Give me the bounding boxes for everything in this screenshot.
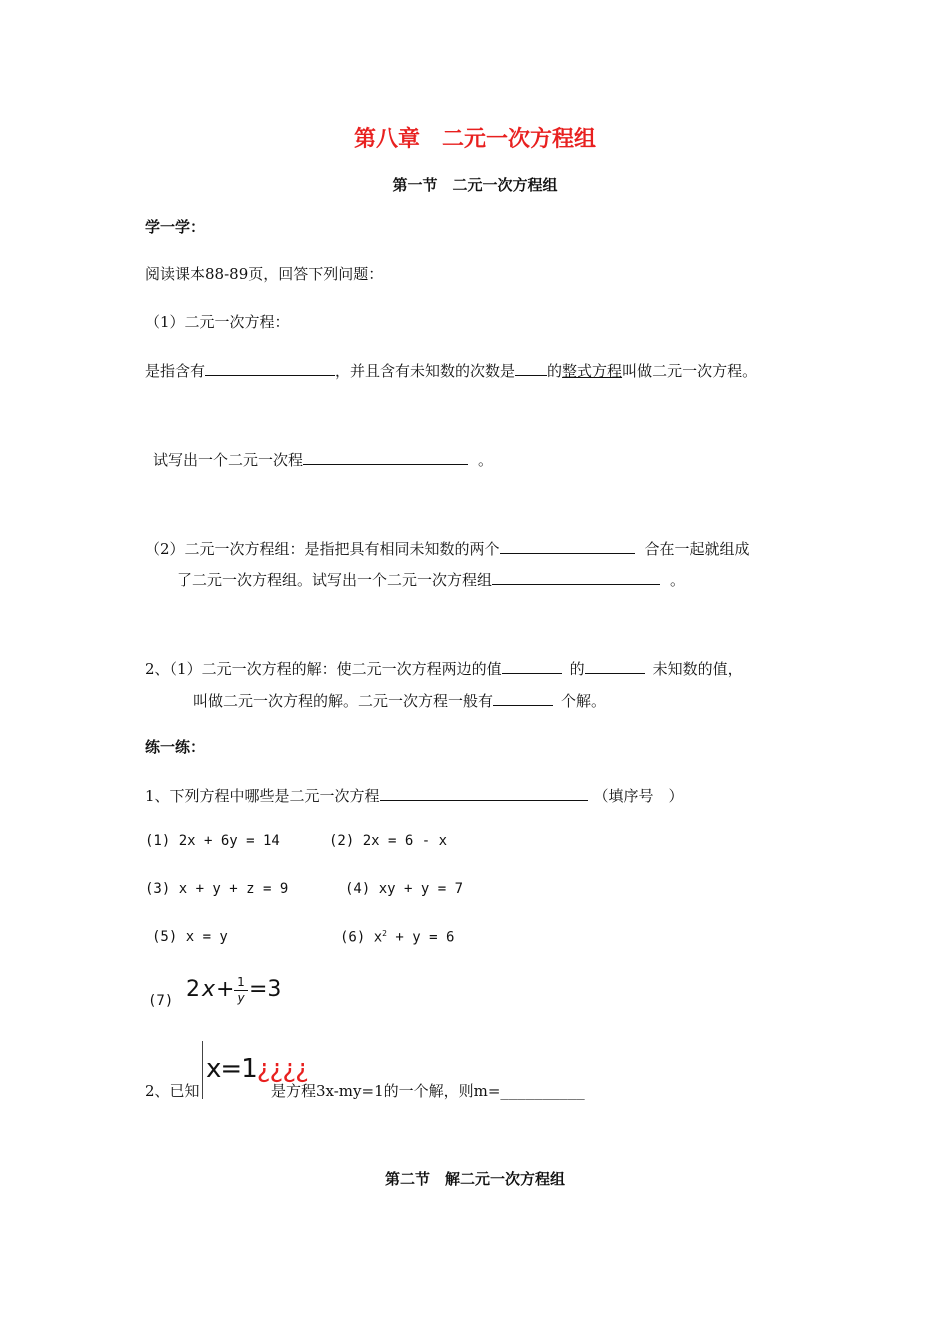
- def-text-4: 叫做二元一次方程。: [622, 362, 758, 380]
- q3-text-2: 的: [569, 660, 585, 678]
- equation-3: (3) x + y + z = 9: [145, 881, 289, 897]
- equation-6: [340, 929, 454, 946]
- blank-equation-numbers[interactable]: [380, 784, 588, 801]
- p1-text: 1、下列方程中哪些是二元一次方程: [145, 787, 380, 805]
- question-2-line-1: [145, 537, 750, 559]
- def-text-1: 是指含有: [145, 362, 206, 380]
- learn-heading: 学一学：: [145, 218, 206, 236]
- q2-text-2: 了二元一次方程组。试写出一个二元一次方程组: [177, 571, 493, 589]
- blank-two-equations[interactable]: [500, 537, 635, 554]
- p1-end: （填序号 ）: [593, 787, 684, 805]
- read-instruction: 阅读课本88-89页，回答下列问题：: [145, 265, 384, 283]
- q2-text-1-end: 合在一起就组成: [644, 540, 750, 558]
- def-underlined-term: 整式方程: [562, 362, 623, 380]
- equation-7-var: x: [202, 977, 216, 1002]
- equation-4: (4) xy + y = 7: [345, 881, 464, 897]
- practice-1: [145, 784, 684, 806]
- system-brace: [202, 1041, 205, 1099]
- blank-example-system[interactable]: [492, 568, 660, 585]
- question-2-line-2: [177, 568, 685, 590]
- q2-text-2-end: 。: [670, 571, 686, 589]
- question-3-line-1: [145, 657, 743, 679]
- blank-m-value[interactable]: __________: [500, 1084, 585, 1100]
- equation-6-exponent: 2: [382, 929, 387, 938]
- chapter-title: 第八章 二元一次方程组: [353, 126, 596, 152]
- equation-7-equals: =3: [249, 977, 282, 1002]
- blank-example-equation[interactable]: [303, 448, 468, 465]
- def-text-2: ，并且含有未知数的次数是: [335, 362, 516, 380]
- q3-text-4: 叫做二元一次方程的解。二元一次方程一般有: [193, 692, 494, 710]
- blank-equal-sides[interactable]: [502, 657, 562, 674]
- q3-text-5: 个解。: [561, 692, 607, 710]
- blank-unknowns[interactable]: [205, 359, 335, 376]
- section1-title: 第一节 二元一次方程组: [392, 176, 558, 194]
- equation-5: (5) x = y: [152, 929, 228, 945]
- equation-7-plus: +: [216, 977, 235, 1002]
- practice-2-prefix: 2、已知: [145, 1082, 200, 1100]
- equation-2: (2) 2x = 6 - x: [329, 833, 448, 849]
- q2-text-1: （2）二元一次方程组：是指把具有相同未知数的两个: [145, 540, 500, 558]
- question-1-label: （1）二元一次方程：: [145, 313, 290, 331]
- equation-6-rest: + y = 6: [386, 929, 455, 946]
- equation-1: (1) 2x + 6y = 14: [145, 833, 280, 849]
- equation-7-numerator: 1: [237, 975, 245, 989]
- equation-7-denominator: y: [237, 991, 245, 1005]
- equation-6-base: (6) x: [340, 929, 383, 946]
- question-1-definition: [145, 359, 757, 381]
- equation-7-coef: 2: [186, 977, 200, 1002]
- def-text-3: 的: [547, 362, 563, 380]
- q3-text-3: 未知数的值，: [652, 660, 743, 678]
- blank-two-unknowns[interactable]: [585, 657, 645, 674]
- try-end: 。: [478, 451, 494, 469]
- try-text: 试写出一个二元一次程: [153, 451, 304, 469]
- question-1-try: [153, 448, 493, 470]
- q3-text-1: 2、（1）二元一次方程的解：使二元一次方程两边的值: [145, 660, 502, 678]
- solution-system-text: x=1¿¿¿¿: [206, 1054, 308, 1084]
- practice-heading: 练一练：: [145, 738, 206, 756]
- equation-7-label: (7): [148, 993, 174, 1009]
- p2-text: 是方程3x-my=1的一个解，则m=: [271, 1082, 501, 1100]
- question-3-line-2: [193, 689, 606, 711]
- solution-system: [206, 1054, 308, 1084]
- blank-solution-count[interactable]: [493, 689, 553, 706]
- blank-degree[interactable]: [515, 359, 547, 376]
- section2-title: 第二节 解二元一次方程组: [384, 1170, 565, 1188]
- practice-2-text: [271, 1081, 585, 1102]
